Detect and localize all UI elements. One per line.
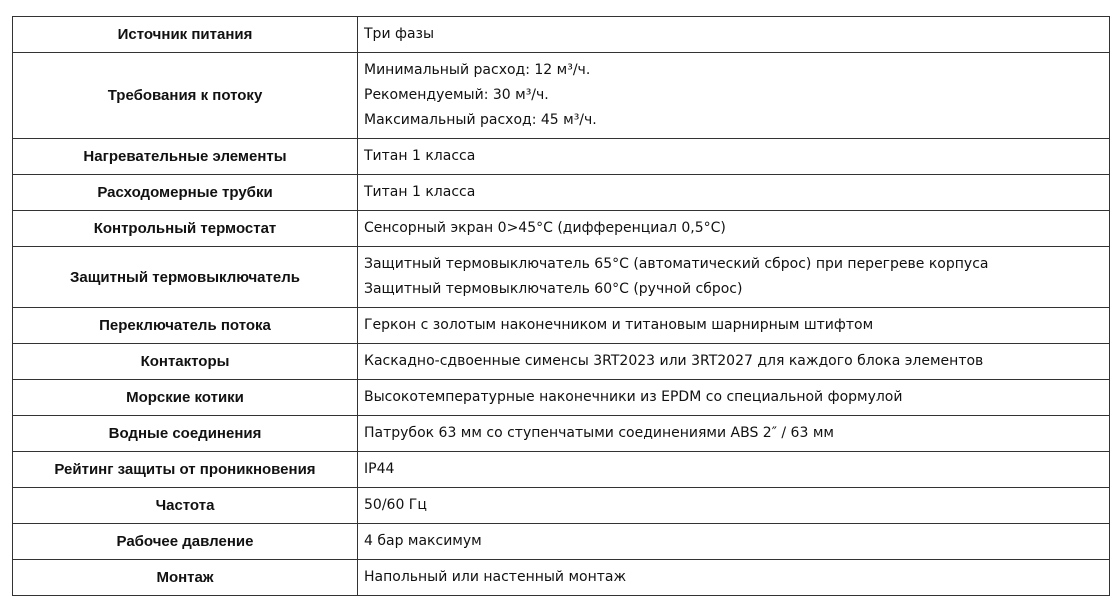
table-row xyxy=(13,380,1110,416)
table-row xyxy=(13,524,1110,560)
row-value-cell xyxy=(358,17,1110,53)
row-value-cell xyxy=(358,175,1110,211)
row-value-cell xyxy=(358,524,1110,560)
row-value-line: Три фазы xyxy=(364,26,435,42)
row-value-line: Патрубок 63 мм со ступенчатыми соединениями ABS 2″ / 63 мм xyxy=(364,425,834,441)
table-row xyxy=(13,488,1110,524)
row-label: Переключатель потока xyxy=(13,308,358,344)
table-row xyxy=(13,211,1110,247)
specifications-table-body xyxy=(13,17,1110,596)
row-label: Требования к потоку xyxy=(13,53,358,139)
row-label: Рабочее давление xyxy=(13,524,358,560)
row-value-cell xyxy=(358,53,1110,139)
row-label: Морские котики xyxy=(13,380,358,416)
row-label: Водные соединения xyxy=(13,416,358,452)
row-label: Рейтинг защиты от проникновения xyxy=(13,452,358,488)
row-value-cell xyxy=(358,247,1110,308)
row-value-line: Защитный термовыключатель 65°C (автоматический сброс) при перегреве корпуса xyxy=(364,256,989,272)
row-label: Частота xyxy=(13,488,358,524)
table-row xyxy=(13,560,1110,596)
row-label: Монтаж xyxy=(13,560,358,596)
row-value-line: Титан 1 класса xyxy=(364,184,476,200)
row-value-line: Геркон с золотым наконечником и титановым шарнирным штифтом xyxy=(364,317,874,333)
row-value-line: Каскадно-сдвоенные сименсы 3RT2023 или 3RT2027 для каждого блока элементов xyxy=(364,353,984,369)
row-value-line: Титан 1 класса xyxy=(364,148,476,164)
row-value-line: 4 бар максимум xyxy=(364,533,482,549)
specifications-table xyxy=(12,16,1110,596)
table-row xyxy=(13,139,1110,175)
row-value-cell xyxy=(358,416,1110,452)
row-value-cell xyxy=(358,380,1110,416)
row-value-line: Рекомендуемый: 30 м³/ч. xyxy=(364,87,549,103)
table-row xyxy=(13,247,1110,308)
row-label: Источник питания xyxy=(13,17,358,53)
row-label: Защитный термовыключатель xyxy=(13,247,358,308)
row-label: Нагревательные элементы xyxy=(13,139,358,175)
row-value-line: IP44 xyxy=(364,461,395,477)
table-row xyxy=(13,416,1110,452)
table-row xyxy=(13,175,1110,211)
row-value-cell xyxy=(358,308,1110,344)
row-value-cell xyxy=(358,488,1110,524)
row-value-cell xyxy=(358,452,1110,488)
row-value-line: Напольный или настенный монтаж xyxy=(364,569,627,585)
row-label: Контрольный термостат xyxy=(13,211,358,247)
row-value-line: Защитный термовыключатель 60°C (ручной сброс) xyxy=(364,281,743,297)
row-value-line: Высокотемпературные наконечники из EPDM со специальной формулой xyxy=(364,389,903,405)
table-row xyxy=(13,452,1110,488)
row-value-cell xyxy=(358,139,1110,175)
row-value-cell xyxy=(358,344,1110,380)
row-value-line: Минимальный расход: 12 м³/ч. xyxy=(364,62,591,78)
table-row xyxy=(13,308,1110,344)
row-label: Расходомерные трубки xyxy=(13,175,358,211)
row-value-cell xyxy=(358,560,1110,596)
table-row xyxy=(13,344,1110,380)
table-row xyxy=(13,53,1110,139)
row-value-line: 50/60 Гц xyxy=(364,497,427,513)
row-value-cell xyxy=(358,211,1110,247)
row-value-line: Сенсорный экран 0>45°C (дифференциал 0,5°C) xyxy=(364,220,726,236)
table-row xyxy=(13,17,1110,53)
row-label: Контакторы xyxy=(13,344,358,380)
row-value-line: Максимальный расход: 45 м³/ч. xyxy=(364,112,597,128)
